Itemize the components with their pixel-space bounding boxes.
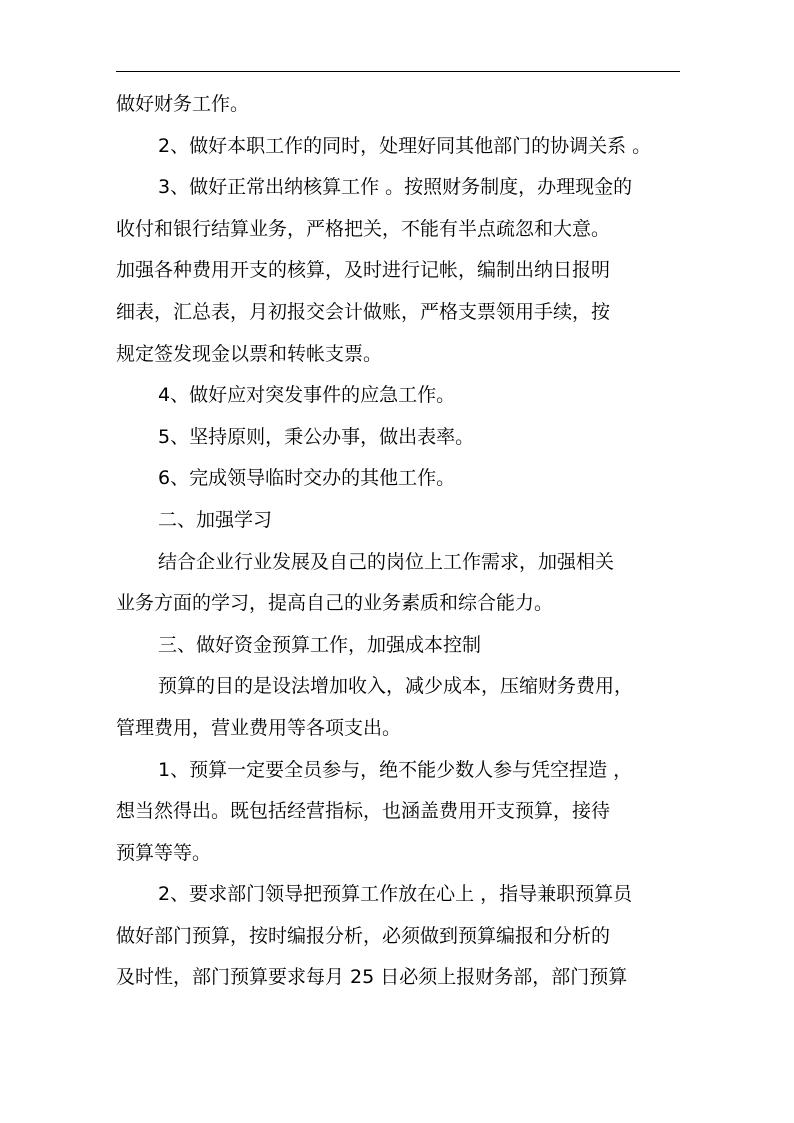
header-rule: [116, 71, 680, 72]
document-body: [116, 84, 680, 999]
text-line: 收付和银行结算业务，严格把关，不能有半点疏忽和大意。: [116, 217, 611, 240]
text-line: 细表，汇总表，月初报交会计做账，严格支票领用手续，按: [116, 300, 611, 323]
text-line: 做好部门预算，按时编报分析，必须做到预算编报和分析的: [116, 924, 611, 947]
text-line: 业务方面的学习，提高自己的业务素质和综合能力。: [116, 592, 554, 615]
list-item-2b: 2、要求部门领导把预算工作放在心上 ，指导兼职预算员: [158, 883, 633, 906]
list-item-3: 3、做好正常出纳核算工作 。按照财务制度，办理现金的: [158, 176, 633, 199]
section-heading-2: 二、加强学习: [158, 508, 273, 531]
text-line: 加强各种费用开支的核算，及时进行记帐，编制出纳日报明: [116, 259, 611, 282]
paragraph-start: 结合企业行业发展及自己的岗位上工作需求，加强相关: [158, 550, 615, 573]
list-item-5: 5、坚持原则，秉公办事，做出表率。: [158, 425, 475, 448]
text-line: 做好财务工作。: [116, 93, 250, 115]
list-item-1: 1、预算一定要全员参与，绝不能少数人参与凭空捏造 ，: [158, 758, 633, 781]
text-line: 及时性，部门预算要求每月 25 日必须上报财务部，部门预算: [116, 966, 628, 989]
list-item-6: 6、完成领导临时交办的其他工作。: [158, 467, 456, 490]
text-line: 想当然得出。既包括经营指标，也涵盖费用开支预算，接待: [116, 800, 611, 823]
section-heading-3: 三、做好资金预算工作，加强成本控制: [158, 633, 482, 656]
list-item-4: 4、做好应对突发事件的应急工作。: [158, 384, 456, 407]
list-item-2: 2、做好本职工作的同时，处理好同其他部门的协调关系 。: [158, 134, 652, 157]
text-line: 管理费用，营业费用等各项支出。: [116, 716, 402, 739]
paragraph-start: 预算的目的是设法增加收入，减少成本，压缩财务费用，: [158, 675, 634, 698]
text-line: 规定签发现金以票和转帐支票。: [116, 342, 383, 365]
text-line: 预算等等。: [116, 841, 212, 864]
